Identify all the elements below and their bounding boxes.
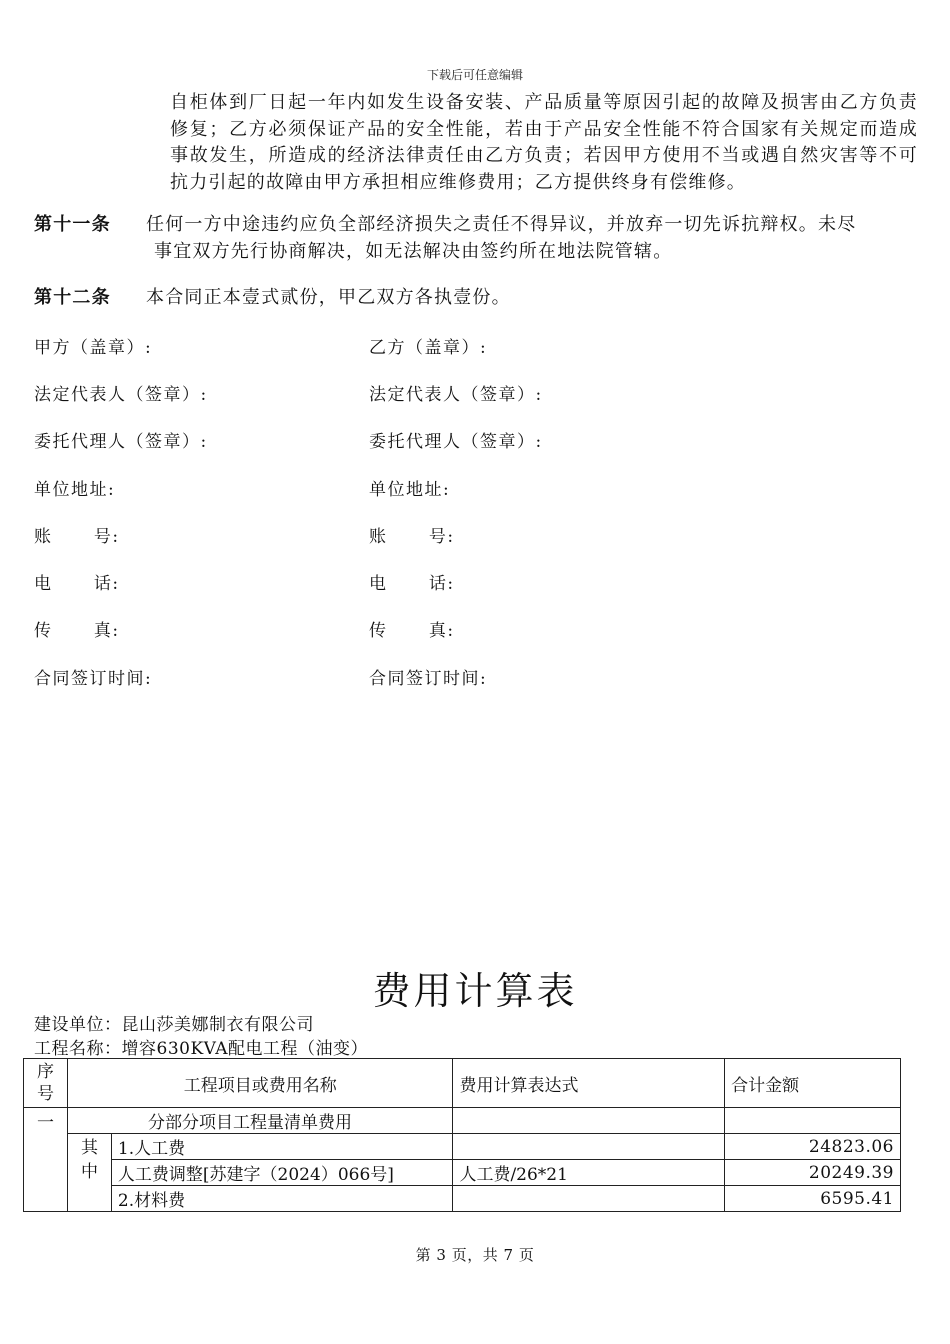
party-b-legal-rep-label: 法定代表人（签章）: bbox=[369, 385, 543, 405]
party-a-agent-label: 委托代理人（签章）: bbox=[34, 432, 208, 452]
row-formula bbox=[453, 1134, 725, 1160]
table-row bbox=[24, 1108, 901, 1134]
row-amount: 6595.41 bbox=[725, 1186, 901, 1212]
table-row bbox=[24, 1160, 901, 1186]
party-a-phone-label: 电 话: bbox=[34, 574, 120, 594]
row-formula: 人工费/26*21 bbox=[453, 1160, 725, 1186]
party-b-fax-label: 传 真: bbox=[369, 621, 455, 641]
party-a-address-label: 单位地址: bbox=[34, 480, 116, 500]
article-12-title: 第十二条 bbox=[34, 287, 111, 308]
party-b-account-label: 账 号: bbox=[369, 527, 455, 547]
page-footer: 第 3 页，共 7 页 bbox=[415, 1246, 535, 1264]
article-12 bbox=[34, 285, 918, 312]
article-11-line1: 任何一方中途违约应负全部经济损失之责任不得异议，并放弃一切先诉抗辩权。未尽 bbox=[146, 214, 857, 235]
table-row bbox=[24, 1186, 901, 1212]
article-11-line2: 事宜双方先行协商解决，如无法解决由签约所在地法院管辖。 bbox=[154, 240, 673, 262]
table-row bbox=[24, 1134, 901, 1160]
sub-label: 其中 bbox=[67, 1134, 111, 1212]
row-name: 1.人工费 bbox=[111, 1134, 453, 1160]
header-item: 工程项目或费用名称 bbox=[67, 1059, 452, 1108]
article-12-body: 本合同正本壹式贰份，甲乙双方各执壹份。 bbox=[146, 287, 511, 308]
build-unit: 建设单位：昆山莎美娜制衣有限公司 bbox=[34, 1015, 314, 1035]
header-seq: 序号 bbox=[24, 1059, 68, 1108]
header-note: 下载后可任意编辑 bbox=[426, 68, 523, 82]
cost-table-title: 费用计算表 bbox=[372, 969, 578, 1013]
party-a-seal-label: 甲方（盖章）: bbox=[34, 338, 153, 358]
article-11-title: 第十一条 bbox=[34, 214, 111, 235]
party-b-address-label: 单位地址: bbox=[369, 480, 451, 500]
continued-paragraph: 自柜体到厂日起一年内如发生设备安装、产品质量等原因引起的故障及损害由乙方负责修复；乙方必须保证产品的安全性能，若由于产品安全性能不符合国家有关规定而造成事故发生，所造成的经济法律责任由乙方负责；若因甲方使用不当或遇自然灾害等不可抗力引起的故障由甲方承担相应维修费用；乙方提供终身有偿维修。 bbox=[170, 92, 918, 193]
row-name: 2.材料费 bbox=[111, 1186, 453, 1212]
header-formula: 费用计算表达式 bbox=[453, 1059, 725, 1108]
party-b-phone-label: 电 话: bbox=[369, 574, 455, 594]
section-amount bbox=[725, 1108, 901, 1134]
table-header-row bbox=[24, 1059, 901, 1108]
header-amount: 合计金额 bbox=[725, 1059, 901, 1108]
section-formula bbox=[453, 1108, 725, 1134]
project-name: 工程名称：增容630KVA配电工程（油变） bbox=[34, 1039, 369, 1059]
section-name: 分部分项目工程量清单费用 bbox=[67, 1108, 452, 1134]
party-a-legal-rep-label: 法定代表人（签章）: bbox=[34, 385, 208, 405]
party-a-account-label: 账 号: bbox=[34, 527, 120, 547]
row-amount: 24823.06 bbox=[725, 1134, 901, 1160]
party-a-fax-label: 传 真: bbox=[34, 621, 120, 641]
party-a-sign-date-label: 合同签订时间: bbox=[34, 669, 153, 689]
party-b-agent-label: 委托代理人（签章）: bbox=[369, 432, 543, 452]
party-b-seal-label: 乙方（盖章）: bbox=[369, 338, 488, 358]
section-seq: 一 bbox=[24, 1108, 68, 1212]
party-b-sign-date-label: 合同签订时间: bbox=[369, 669, 488, 689]
cost-table bbox=[23, 1058, 901, 1212]
row-name: 人工费调整[苏建字（2024）066号] bbox=[111, 1160, 453, 1186]
article-11 bbox=[34, 212, 918, 265]
row-amount: 20249.39 bbox=[725, 1160, 901, 1186]
row-formula bbox=[453, 1186, 725, 1212]
